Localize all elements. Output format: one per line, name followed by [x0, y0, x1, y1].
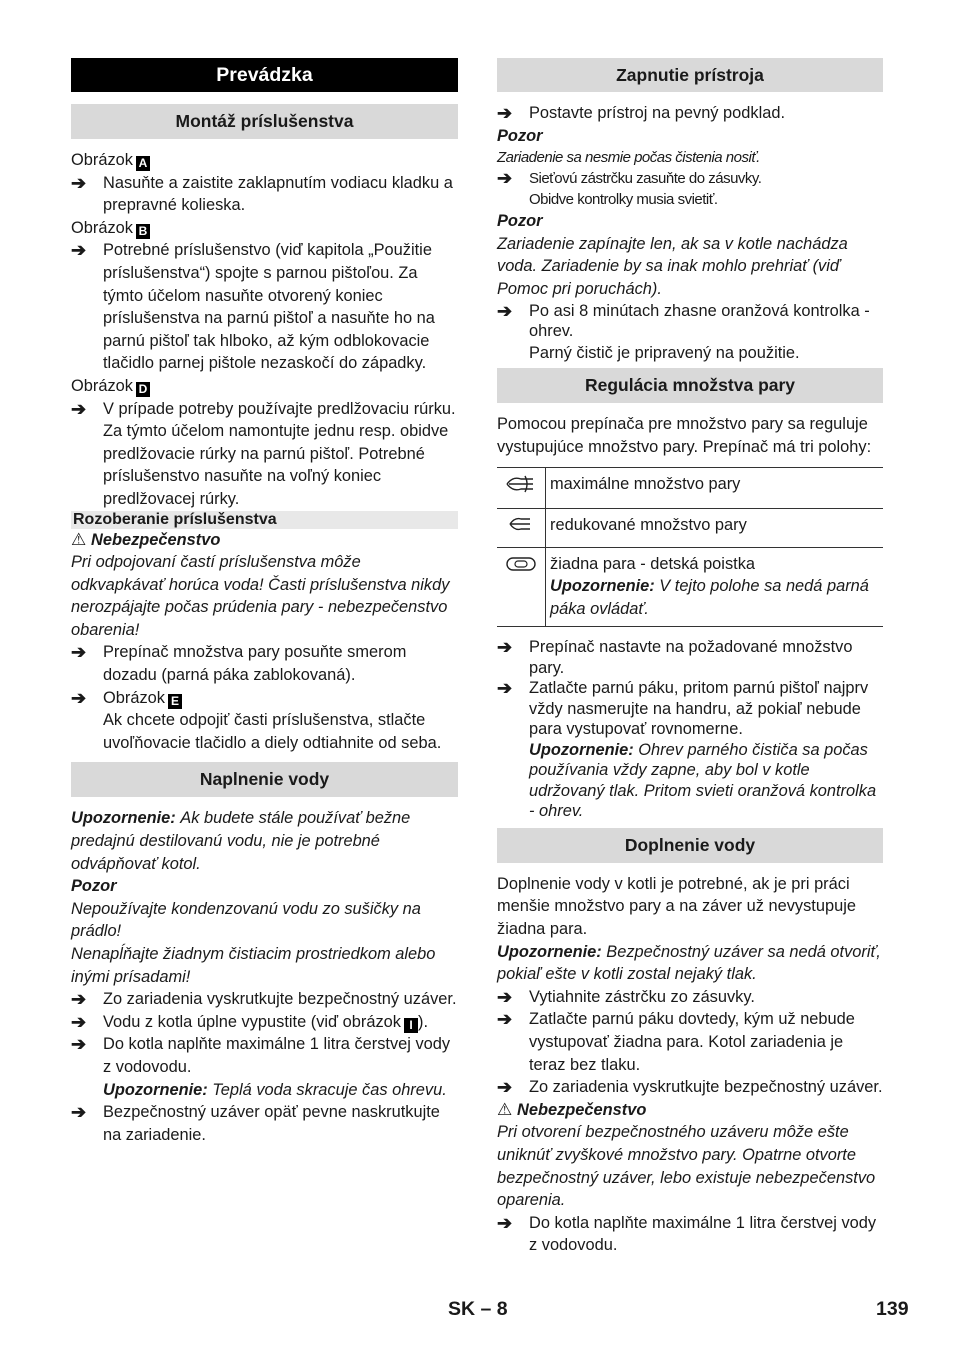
arrow-icon: ➔ — [71, 398, 87, 419]
row3-note-label: Upozornenie: — [550, 577, 655, 596]
max-steam-icon — [497, 468, 546, 509]
heading-zapnutie: Zapnutie prístroja — [497, 58, 883, 92]
step-doplnenie-1: ➔ Vytiahnite zástrčku zo zásuvky. — [497, 986, 755, 1007]
step-naplnenie-3-note: Upozornenie: Teplá voda skracuje čas ohrevu. — [103, 1080, 447, 1099]
step-doplnenie-2: ➔ Zatlačte parnú páku dovtedy, kým už nebude vystupovať žiadna para. Kotol zariadenia je teraz bez tlaku. — [497, 1009, 855, 1074]
caution1-label: Pozor — [497, 126, 543, 145]
arrow-icon: ➔ — [497, 168, 512, 189]
figure-e-icon: E — [168, 694, 182, 709]
step-doplnenie-4: ➔ Do kotla naplňte maximálne 1 litra čerstvej vody z vodovodu. — [497, 1212, 877, 1255]
arrow-icon: ➔ — [71, 1034, 87, 1055]
steam-row-text: redukované množstvo pary — [546, 508, 884, 547]
caution-label: Pozor — [71, 877, 117, 896]
arrow-icon: ➔ — [71, 172, 87, 193]
doplnenie-danger-label: ⚠ Nebezpečenstvo — [497, 1099, 883, 1122]
child-lock-icon — [497, 547, 546, 627]
arrow-icon: ➔ — [497, 103, 513, 123]
heading-rozoberanie: Rozoberanie príslušenstva — [71, 511, 458, 529]
step-naplnenie-1: ➔ Zo zariadenia vyskrutkujte bezpečnostný uzáver. — [71, 989, 457, 1010]
step-regulacia-2: ➔ Zatlačte parnú páku, pritom parnú pištoľ najprv vždy nasmerujte na handru, až pokiaľ nebude para vystupovať rovnomerne. — [497, 678, 869, 739]
doplnenie-note: Upozornenie: Bezpečnostný uzáver sa nedá otvoriť, pokiaľ ešte v kotli zostal nejaký tlak. — [497, 942, 881, 984]
page-number: 139 — [876, 1298, 909, 1320]
figure-b-icon: B — [136, 224, 150, 239]
steam-row-text: maximálne množstvo pary — [546, 468, 884, 509]
arrow-icon: ➔ — [497, 637, 513, 658]
caution2-label: Pozor — [497, 212, 543, 231]
figure-ref-b: Obrázok B — [71, 217, 458, 240]
caution1-text: Zariadenie sa nesmie počas čistenia nosiť. — [497, 149, 760, 167]
figure-d-icon: D — [136, 382, 150, 397]
step-zapnutie-3: ➔ Po asi 8 minútach zhasne oranžová kontrolka - ohrev. — [497, 300, 870, 341]
step-rozoberanie-1: ➔ Prepínač množstva pary posuňte smerom dozadu (parná páka zablokovaná). — [71, 642, 407, 685]
arrow-icon: ➔ — [497, 1212, 513, 1233]
figure-ref-d: Obrázok D — [71, 375, 458, 398]
step-zapnutie-2b: Obidve kontrolky musia svietiť. — [529, 191, 718, 209]
step-naplnenie-2: ➔ Vodu z kotla úplne vypustite (viď obrázok I ). — [71, 1011, 428, 1032]
doplnenie-intro: Doplnenie vody v kotli je potrebné, ak je pri práci menšie množstvo pary a na záver už nevystupuje žiadna para. — [497, 874, 856, 938]
caution-text-1: Nepoužívajte kondenzovanú vodu zo sušičky na prádlo! — [71, 899, 421, 941]
naplnenie-note: Upozornenie: Ak budete stále používať bežne predajnú destilovanú vodu, nie je potrebné odvápňovať kotol. — [71, 809, 411, 873]
arrow-icon: ➔ — [497, 300, 513, 321]
steam-row-reduced — [497, 508, 883, 547]
step-regulacia-1: ➔ Prepínač nastavte na požadované množstvo pary. — [497, 637, 853, 677]
arrow-icon: ➔ — [497, 1009, 513, 1030]
right-column — [497, 58, 883, 1257]
heading-doplnenie: Doplnenie vody — [497, 828, 883, 863]
step-rozoberanie-2-text: Ak chcete odpojiť časti príslušenstva, stlačte uvoľňovacie tlačidlo a diely odtiahnite od seba. — [103, 711, 442, 752]
figure-ref-a: Obrázok A — [71, 149, 458, 172]
row3-note-text: V tejto polohe sa nedá parná páka ovládať. — [550, 577, 869, 618]
caution-text-2: Nenapĺňajte žiadnym čistiacim prostriedkom alebo inými prísadami! — [71, 945, 436, 986]
arrow-icon: ➔ — [497, 986, 513, 1007]
step-naplnenie-3: ➔ Do kotla naplňte maximálne 1 litra čerstvej vody z vodovodu. — [71, 1034, 451, 1076]
step-montaz-d: ➔ V prípade potreby používajte predlžovaciu rúrku. Za týmto účelom namontujte jednu resp. obidve predlžovacie rúrky na parnú pištoľ. Potrebné príslušenstvo nasuňte na voľný koniec predlžovacej rúrky. — [71, 398, 456, 508]
warning-triangle-icon: ⚠ — [497, 1099, 513, 1119]
danger-text: Pri odpojovaní častí príslušenstva môže odkvapkávať horúca voda! Časti príslušenstva nikdy nerozpájajte počas prúdenia pary - nebezpečenstvo obarenia! — [71, 553, 450, 639]
heading-montaz: Montáž príslušenstva — [71, 104, 458, 139]
warning-triangle-icon: ⚠ — [71, 529, 87, 549]
steam-row-off — [497, 547, 883, 627]
steam-row-max — [497, 468, 883, 509]
figure-i-icon: I — [404, 1018, 418, 1033]
step-zapnutie-3b: Parný čistič je pripravený na použitie. — [529, 343, 800, 362]
arrow-icon: ➔ — [71, 1011, 87, 1032]
caution2-text: Zariadenie zapínajte len, ak sa v kotle nachádza voda. Zariadenie by sa inak mohlo prehriať (viď Pomoc pri poruchách). — [497, 234, 848, 298]
arrow-icon: ➔ — [71, 1102, 87, 1123]
arrow-icon: ➔ — [71, 240, 87, 261]
step-montaz-a: ➔ Nasuňte a zaistite zaklapnutím vodiacu kladku a prepravné kolieska. — [71, 172, 453, 215]
step-zapnutie-2: ➔ Sieťovú zástrčku zasuňte do zásuvky. — [497, 168, 762, 189]
step-naplnenie-4: ➔ Bezpečnostný uzáver opäť pevne naskrutkujte na zariadenie. — [71, 1102, 440, 1144]
steam-settings-table — [497, 467, 883, 627]
arrow-icon: ➔ — [497, 678, 513, 699]
step-montaz-b: ➔ Potrebné príslušenstvo (viď kapitola „Použitie príslušenstva“) spojte s parnou pištoľou. Za týmto účelom nasuňte otvorený koniec príslušenstva na parnú pištoľ a nasuňte ho na parnú pištoľ tak hlboko, až kým odblokovacie tlačidlo parnej pištole nezaskočí do západky. — [71, 240, 435, 373]
danger-label: ⚠ Nebezpečenstvo — [71, 529, 458, 552]
footer-section: SK – 8 — [448, 1298, 508, 1320]
doplnenie-danger-text: Pri otvorení bezpečnostného uzáveru môže ešte uniknúť zvyškové množstvo pary. Opatrne otvorte bezpečnostný uzáver, lebo existuje nebezpečenstvo oparenia. — [497, 1123, 876, 1210]
regulacia-intro: Pomocou prepínača pre množstvo pary sa reguluje vystupujúce množstvo pary. Prepínač má tri polohy: — [497, 415, 872, 456]
heading-regulacia: Regulácia množstva pary — [497, 368, 883, 403]
regulacia-note: Upozornenie: Ohrev parného čističa sa počas používania vždy zapne, aby bol v kotle udržovaný tlak. Pritom svieti oranžová kontrolka - ohrev. — [529, 740, 877, 821]
left-column — [71, 58, 458, 1146]
arrow-icon: ➔ — [71, 642, 87, 663]
arrow-icon: ➔ — [497, 1077, 513, 1098]
step-zapnutie-1: ➔ Postavte prístroj na pevný podklad. — [497, 103, 786, 123]
heading-naplnenie: Naplnenie vody — [71, 762, 458, 797]
step-doplnenie-3: ➔ Zo zariadenia vyskrutkujte bezpečnostný uzáver. — [497, 1077, 883, 1098]
section-title: Prevádzka — [71, 58, 458, 92]
reduced-steam-icon — [497, 508, 546, 547]
arrow-icon: ➔ — [71, 989, 87, 1010]
step-rozoberanie-2: ➔ Obrázok E — [71, 687, 458, 710]
steam-row-text: žiadna para - detská poistka — [550, 554, 756, 573]
figure-a-icon: A — [136, 156, 150, 171]
arrow-icon: ➔ — [71, 687, 87, 708]
